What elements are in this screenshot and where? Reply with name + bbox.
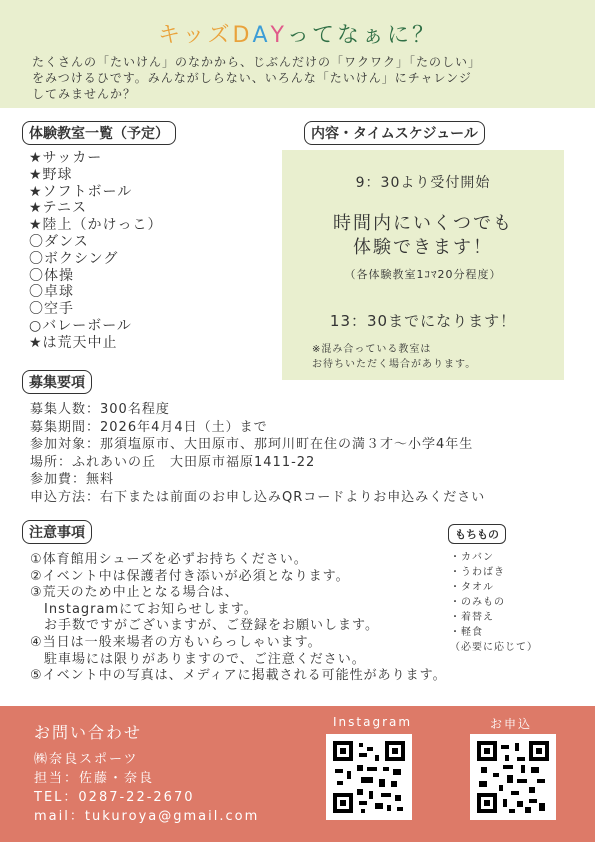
list-item: ★テニス xyxy=(29,200,87,217)
schedule-note-line: ※混み合っている教室は xyxy=(312,344,432,355)
note-line: Instagramにてお知らせします。 xyxy=(30,601,258,617)
belonging-item: ・カバン xyxy=(450,552,494,563)
recruitment-details xyxy=(30,401,485,506)
schedule-heading: 内容・タイムスケジュール xyxy=(304,121,485,145)
belonging-item: （必要に応じて） xyxy=(450,642,538,653)
schedule-main-line: 時間内にいくつでも xyxy=(333,213,513,234)
schedule-note xyxy=(312,342,476,372)
recruitment-line: 参加対象：那須塩原市、大田原市、那珂川町在住の満３才～小学4年生 xyxy=(30,437,474,452)
recruitment-line: 参加費：無料 xyxy=(30,472,115,487)
contact-company: ㈱奈良スポーツ xyxy=(34,752,139,767)
note-line: ④当日は一般来場者の方もいらっしゃいます。 xyxy=(30,634,322,650)
list-item: 〇ボクシング xyxy=(29,250,119,267)
title-letter-y: Y xyxy=(270,23,287,48)
list-item: ★ソフトボール xyxy=(29,183,133,200)
note-line: ①体育館用シューズを必ずお持ちください。 xyxy=(30,552,308,567)
qr-instagram-label: Instagram xyxy=(333,715,413,729)
schedule-start: 9：30より受付開始 xyxy=(355,175,491,191)
class-list xyxy=(29,150,163,352)
list-item: 〇ダンス xyxy=(29,233,89,250)
qr-instagram-icon[interactable] xyxy=(326,734,412,820)
belonging-item: ・タオル xyxy=(450,582,494,593)
schedule-main xyxy=(282,212,564,260)
intro-line: をみつけるひです。みんながしらない、いろんな「たいけん」にチャレンジ xyxy=(32,71,472,85)
belongings-heading: もちもの xyxy=(448,524,506,544)
list-item: ★野球 xyxy=(29,166,73,183)
belonging-item: ・のみもの xyxy=(450,597,505,608)
note-line: ②イベント中は保護者付き添いが必須となります。 xyxy=(30,568,350,584)
recruitment-line: 場所：ふれあいの丘 大田原市福原1411-22 xyxy=(30,454,316,470)
note-line: お手数ですがございますが、ご登録をお願いします。 xyxy=(30,618,379,634)
list-item: ★サッカー xyxy=(29,150,103,166)
note-line: 駐車場には限りがありますので、ご注意ください。 xyxy=(30,651,366,667)
list-item: ○バレーボール xyxy=(29,317,132,334)
schedule-panel xyxy=(282,150,564,380)
note-line: ⑤イベント中の写真は、メディアに掲載される可能性があります。 xyxy=(30,668,447,684)
list-item: 〇卓球 xyxy=(29,284,74,301)
schedule-note-line: お待ちいただく場合があります。 xyxy=(312,359,477,370)
belongings-list xyxy=(450,550,538,655)
contact-footer xyxy=(0,706,595,842)
notes-heading: 注意事項 xyxy=(22,520,92,544)
contact-mail: mail：tukuroya@gmail.com xyxy=(34,809,260,824)
recruitment-heading: 募集要項 xyxy=(22,370,92,394)
contact-person: 担当：佐藤・奈良 xyxy=(34,771,155,786)
intro-line: してみませんか？ xyxy=(32,87,137,101)
list-item: 〇空手 xyxy=(29,301,74,318)
title-prefix: キッズ xyxy=(157,23,233,48)
recruitment-line: 募集期間：2026年4月4日（土）まで xyxy=(30,419,268,435)
qr-apply-label: お申込 xyxy=(490,717,533,731)
schedule-end: 13：30までになります！ xyxy=(329,312,517,330)
belonging-item: ・着替え xyxy=(450,612,494,623)
schedule-main-line: 体験できます！ xyxy=(353,237,493,258)
list-item: 〇体操 xyxy=(29,267,74,284)
recruitment-line: 募集人数：300名程度 xyxy=(30,402,170,417)
list-item: ★は荒天中止 xyxy=(29,334,118,351)
title-letter-a: A xyxy=(252,23,271,48)
intro-line: たくさんの「たいけん」のなかから、じぶんだけの「ワクワク」「たのしい」 xyxy=(32,55,482,69)
title-letter-d: D xyxy=(232,23,253,48)
belonging-item: ・軽食 xyxy=(450,627,483,638)
page-title xyxy=(0,18,595,49)
schedule-duration: （各体験教室1ｺﾏ20分程度） xyxy=(344,268,502,281)
notes-list xyxy=(30,552,447,685)
belonging-item: ・うわばき xyxy=(450,567,505,578)
title-suffix: ってなぁに？ xyxy=(287,23,438,48)
classes-heading: 体験教室一覧（予定） xyxy=(22,121,176,145)
intro-text xyxy=(32,54,572,102)
contact-title: お問い合わせ xyxy=(34,723,143,742)
contact-info xyxy=(34,750,259,826)
qr-apply-icon[interactable] xyxy=(470,734,556,820)
note-line: ③荒天のため中止となる場合は、 xyxy=(30,585,239,601)
list-item: ★陸上（かけっこ） xyxy=(29,217,163,234)
recruitment-line: 申込方法：右下または前面のお申し込みQRコードよりお申込みください xyxy=(30,489,486,505)
contact-tel: TEL：0287-22-2670 xyxy=(34,790,195,805)
